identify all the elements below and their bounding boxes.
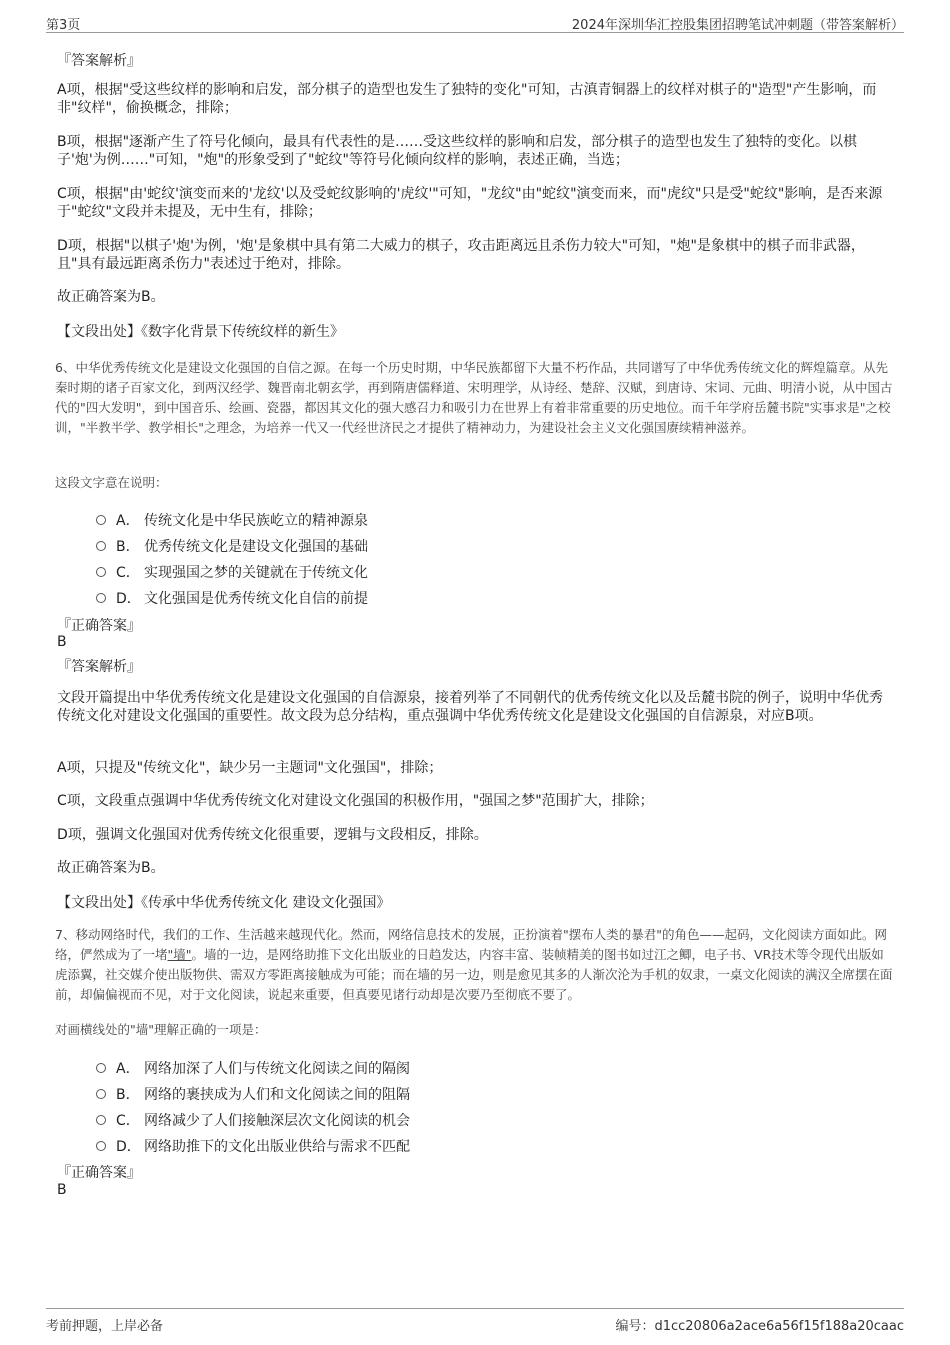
q5-explanation-d: D项，根据"以棋子'炮'为例，'炮'是象棋中具有第二大威力的棋子，攻击距离远且杀伤力较大"可知，"炮"是象棋中的棋子而非武器，且"具有最远距离杀伤力"表述过于绝对，排除。 <box>57 238 865 272</box>
underlined-wall: "墙" <box>167 947 192 962</box>
q6-option-c[interactable]: C． 实现强国之梦的关键就在于传统文化 <box>96 562 368 582</box>
q6-option-a[interactable]: A． 传统文化是中华民族屹立的精神源泉 <box>96 510 368 530</box>
q7-answer: B <box>57 1182 67 1198</box>
q5-explanation-a: A项，根据"受这些纹样的影响和启发，部分棋子的造型也发生了独特的变化"可知，古滇青铜器上的纹样对棋子的"造型"产生影响，而非"纹样"，偷换概念，排除； <box>57 82 877 116</box>
q7-stem: 7、移动网络时代，我们的工作、生活越来越现代化。然而，网络信息技术的发展，正扮演着"摆布人类的暴君"的角色——起码，文化阅读方面如此。网络，俨然成为了一堵"墙"。墙的一边，是网络助推下文化出版业的日趋发达，内容丰富、装帧精美的图书如过江之鲫，电子书、VR技术等令现代出版如虎添翼，社交媒介使出版物供、需双方零距离接触成为可能；而在墙的另一边，则是愈见其多的人渐次沦为手机的奴隶，一桌文化阅读的满汉全席摆在面前，却偏偏视而不见，对于文化阅读，说起来重要，但真要见诸行动却是次要乃至彻底不要了。 <box>55 927 893 1002</box>
radio-icon[interactable] <box>96 1089 106 1099</box>
q6-explanation-a: A项，只提及"传统文化"，缺少另一主题词"文化强国"，排除； <box>57 760 443 776</box>
q7-answer-label: 『正确答案』 <box>57 1165 141 1181</box>
q5-conclusion: 故正确答案为B。 <box>57 289 165 305</box>
q7-option-d[interactable]: D． 网络助推下的文化出版业供给与需求不匹配 <box>96 1136 410 1156</box>
q6-explanation-d: D项，强调文化强国对优秀传统文化很重要，逻辑与文段相反，排除。 <box>57 827 488 843</box>
q6-source: 【文段出处】《传承中华优秀传统文化 建设文化强国》 <box>57 895 391 911</box>
q7-option-c[interactable]: C． 网络减少了人们接触深层次文化阅读的机会 <box>96 1110 410 1130</box>
q6-explanation-label: 『答案解析』 <box>57 659 141 675</box>
radio-icon[interactable] <box>96 1063 106 1073</box>
radio-icon[interactable] <box>96 515 106 525</box>
document-title: 2024年深圳华汇控股集团招聘笔试冲刺题（带答案解析） <box>571 18 904 33</box>
radio-icon[interactable] <box>96 567 106 577</box>
document-code: 编号：d1cc20806a2ace6a56f15f188a20caac <box>615 1319 904 1334</box>
page-footer <box>46 1308 904 1335</box>
q7-option-a[interactable]: A． 网络加深了人们与传统文化阅读之间的隔阂 <box>96 1058 410 1078</box>
q5-explanation-b: B项，根据"逐渐产生了符号化倾向，最具有代表性的是……受这些纹样的影响和启发，部分棋子的造型也发生了独特的变化。以棋子'炮'为例……"可知，"炮"的形象受到了"蛇纹"等符号化倾向纹样的影响，表述正确，当选； <box>57 134 858 168</box>
q6-prompt: 这段文字意在说明： <box>55 475 168 490</box>
q6-answer: B <box>57 634 67 650</box>
q6-option-b[interactable]: B． 优秀传统文化是建设文化强国的基础 <box>96 536 368 556</box>
q6-explanation-main: 文段开篇提出中华优秀传统文化是建设文化强国的自信源泉，接着列举了不同朝代的优秀传统文化以及岳麓书院的例子，说明中华优秀传统文化对建设文化强国的重要性。故文段为总分结构，重点强调中华优秀传统文化是建设文化强国的自信源泉，对应B项。 <box>57 690 883 724</box>
q5-source: 【文段出处】《数字化背景下传统纹样的新生》 <box>57 324 344 340</box>
q6-answer-label: 『正确答案』 <box>57 618 141 634</box>
footer-slogan: 考前押题，上岸必备 <box>46 1319 164 1334</box>
q7-option-b[interactable]: B． 网络的裹挟成为人们和文化阅读之间的阻隔 <box>96 1084 410 1104</box>
q6-option-d[interactable]: D． 文化强国是优秀传统文化自信的前提 <box>96 588 368 608</box>
q5-explanation-c: C项，根据"由'蛇纹'演变而来的'龙纹'以及受蛇纹影响的'虎纹'"可知，"龙纹"由"蛇纹"演变而来，而"虎纹"只是受"蛇纹"影响，是否来源于"蛇纹"文段并未提及，无中生有，排除； <box>57 186 883 220</box>
radio-icon[interactable] <box>96 541 106 551</box>
q6-stem: 6、中华优秀传统文化是建设文化强国的自信之源。在每一个历史时期，中华民族都留下大量不朽作品，共同谱写了中华优秀传统文化的辉煌篇章。从先秦时期的诸子百家文化，到两汉经学、魏晋南北朝玄学，再到隋唐儒释道、宋明理学，从诗经、楚辞、汉赋，到唐诗、宋词、元曲、明清小说，从中国古代的"四大发明"，到中国音乐、绘画、瓷器，都因其文化的强大感召力和吸引力在世界上有着非常重要的历史地位。而千年学府岳麓书院"实事求是"之校训，"半教半学、教学相长"之理念，为培养一代又一代经世济民之才提供了精神动力，为建设社会主义文化强国赓续精神滋养。 <box>55 360 893 435</box>
page-header <box>46 10 904 33</box>
q6-conclusion: 故正确答案为B。 <box>57 860 165 876</box>
radio-icon[interactable] <box>96 593 106 603</box>
page-number: 第3页 <box>46 18 81 33</box>
q5-explanation-label: 『答案解析』 <box>57 53 141 69</box>
radio-icon[interactable] <box>96 1141 106 1151</box>
q7-prompt: 对画横线处的"墙"理解正确的一项是： <box>55 1022 267 1037</box>
q6-explanation-c: C项，文段重点强调中华优秀传统文化对建设文化强国的积极作用，"强国之梦"范围扩大，排除； <box>57 793 654 809</box>
radio-icon[interactable] <box>96 1115 106 1125</box>
